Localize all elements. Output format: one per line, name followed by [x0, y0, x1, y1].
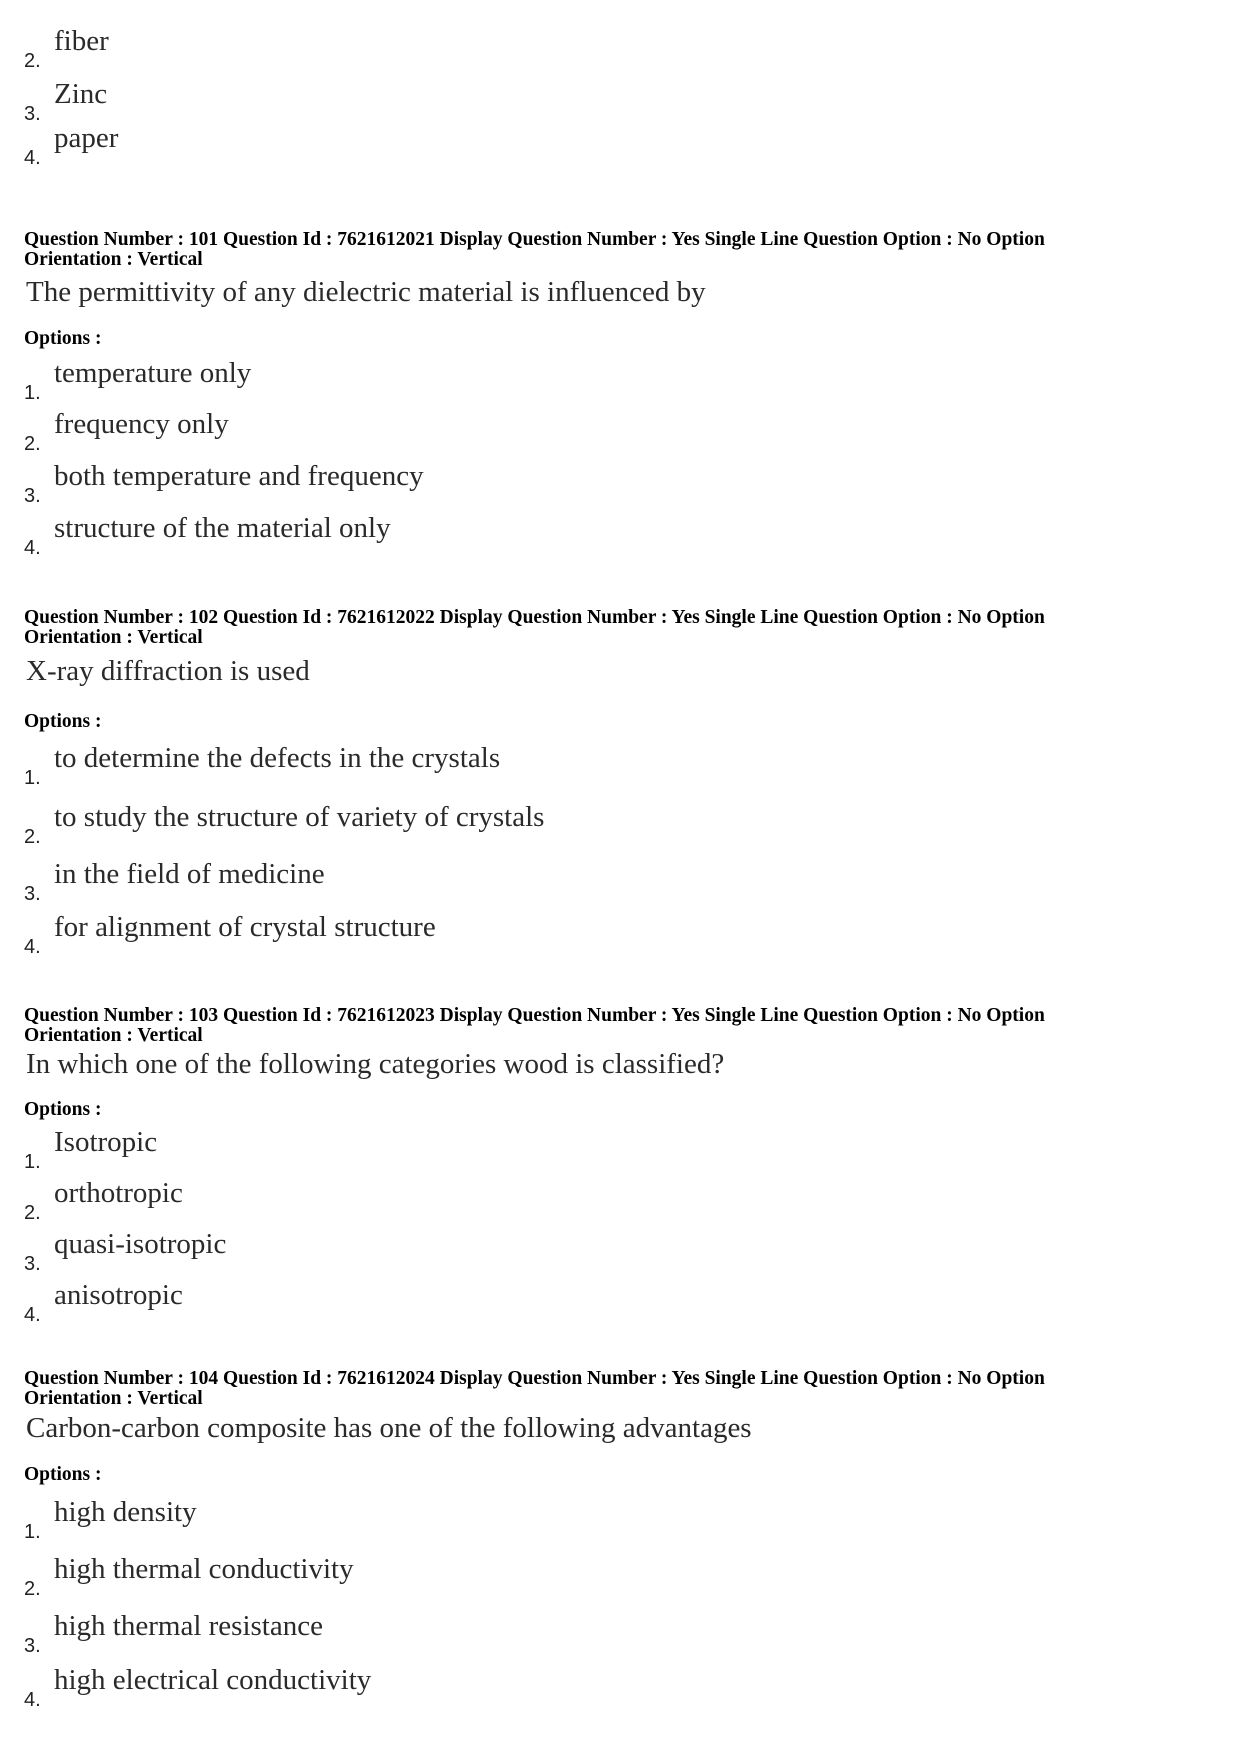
option-text: frequency only: [54, 408, 229, 440]
options-label: Options :: [24, 1464, 102, 1485]
option-text: to study the structure of variety of crystals: [54, 801, 545, 833]
question-meta-line: Orientation : Vertical: [24, 1388, 203, 1409]
option-number: 1.: [24, 767, 41, 789]
option-number: 4.: [24, 1689, 41, 1711]
question-meta-line: Orientation : Vertical: [24, 1025, 203, 1046]
question-meta-line: Question Number : 104 Question Id : 7621612024 Display Question Number : Yes Single Line Question Option : No Option: [24, 1368, 1045, 1389]
question-meta: [24, 1369, 1204, 1409]
question-meta: [24, 1006, 1204, 1046]
option-text: high density: [54, 1496, 197, 1528]
option-number: 2.: [24, 1202, 41, 1224]
question-text: The permittivity of any dielectric material is influenced by: [26, 276, 706, 308]
option-text: Zinc: [54, 78, 108, 110]
options-label: Options :: [24, 711, 102, 732]
option-number: 4.: [24, 147, 41, 169]
question-meta-line: Orientation : Vertical: [24, 249, 203, 270]
question-meta-line: Orientation : Vertical: [24, 627, 203, 648]
option-text: Isotropic: [54, 1126, 158, 1158]
question-meta-line: Question Number : 103 Question Id : 7621612023 Display Question Number : Yes Single Line Question Option : No Option: [24, 1005, 1045, 1026]
option-text: fiber: [54, 25, 109, 57]
question-meta-line: Question Number : 102 Question Id : 7621612022 Display Question Number : Yes Single Line Question Option : No Option: [24, 607, 1045, 628]
option-number: 3.: [24, 883, 41, 905]
option-number: 3.: [24, 1253, 41, 1275]
question-text: Carbon-carbon composite has one of the following advantages: [26, 1412, 752, 1444]
option-number: 3.: [24, 1635, 41, 1657]
question-meta: [24, 608, 1204, 648]
option-text: orthotropic: [54, 1177, 183, 1209]
option-text: to determine the defects in the crystals: [54, 742, 501, 774]
option-text: high thermal conductivity: [54, 1553, 354, 1585]
options-label: Options :: [24, 1099, 102, 1120]
option-text: temperature only: [54, 357, 252, 389]
option-number: 2.: [24, 826, 41, 848]
question-meta: [24, 230, 1204, 270]
question-meta-line: Question Number : 101 Question Id : 7621612021 Display Question Number : Yes Single Line Question Option : No Option: [24, 229, 1045, 250]
option-number: 3.: [24, 485, 41, 507]
option-text: paper: [54, 122, 119, 154]
option-text: high thermal resistance: [54, 1610, 323, 1642]
question-text: X-ray diffraction is used: [26, 655, 310, 687]
option-number: 4.: [24, 537, 41, 559]
option-text: quasi-isotropic: [54, 1228, 227, 1260]
option-number: 4.: [24, 1304, 41, 1326]
option-number: 4.: [24, 936, 41, 958]
option-number: 2.: [24, 50, 41, 72]
option-text: structure of the material only: [54, 512, 391, 544]
option-text: high electrical conductivity: [54, 1664, 372, 1696]
option-number: 2.: [24, 1578, 41, 1600]
option-number: 2.: [24, 433, 41, 455]
option-text: for alignment of crystal structure: [54, 911, 436, 943]
options-label: Options :: [24, 328, 102, 349]
question-text: In which one of the following categories wood is classified?: [26, 1048, 725, 1080]
option-number: 3.: [24, 103, 41, 125]
option-text: in the field of medicine: [54, 858, 325, 890]
option-number: 1.: [24, 382, 41, 404]
option-number: 1.: [24, 1521, 41, 1543]
option-number: 1.: [24, 1151, 41, 1173]
option-text: anisotropic: [54, 1279, 183, 1311]
option-text: both temperature and frequency: [54, 460, 424, 492]
